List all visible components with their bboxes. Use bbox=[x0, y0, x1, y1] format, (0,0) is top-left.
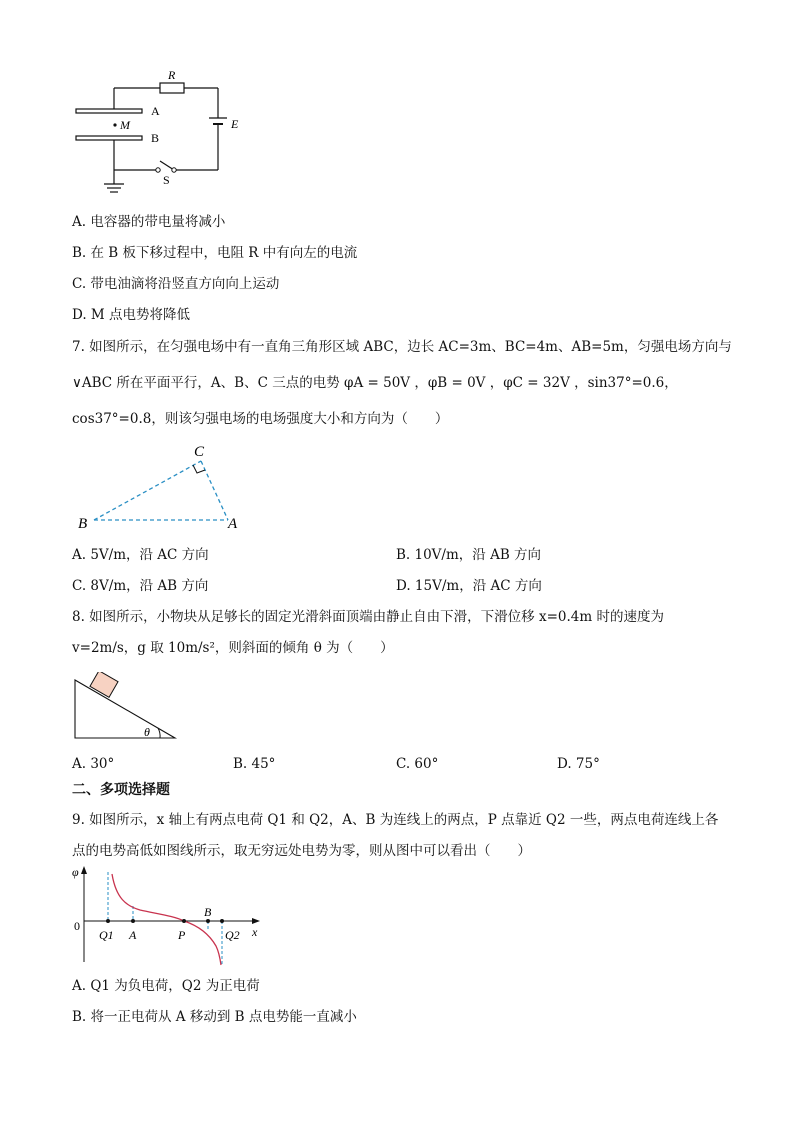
point-label-q1: Q1 bbox=[99, 928, 114, 942]
q8-stem-line-1: 8. 如图所示，小物块从足够长的固定光滑斜面顶端由静止自由下滑，下滑位移 x=0.4m 时的速度为 bbox=[72, 609, 664, 625]
incline-triangle bbox=[75, 680, 175, 738]
q9-option-a: A. Q1 为负电荷，Q2 为正电荷 bbox=[72, 978, 260, 994]
point-label-q2: Q2 bbox=[225, 928, 240, 942]
resistor-r bbox=[160, 83, 184, 93]
q8-option-d: D. 75° bbox=[557, 756, 600, 772]
label-plate-a: A bbox=[151, 104, 160, 118]
q7-option-a: A. 5V/m，沿 AC 方向 bbox=[72, 547, 209, 563]
triangle-abc-figure bbox=[72, 440, 252, 535]
axis-label-x: x bbox=[252, 925, 258, 939]
q6-option-c: C. 带电油滴将沿竖直方向向上运动 bbox=[72, 276, 280, 292]
point-label-b: B bbox=[204, 905, 212, 919]
q9-stem-line-1: 9. 如图所示，x 轴上有两点电荷 Q1 和 Q2，A、B 为连线上的两点，P 点靠近 Q2 一些，两点电荷连线上各 bbox=[72, 812, 719, 828]
q8-option-b: B. 45° bbox=[233, 756, 276, 772]
q7-option-c: C. 8V/m，沿 AB 方向 bbox=[72, 578, 209, 594]
q6-option-b: B. 在 B 板下移过程中，电阻 R 中有向左的电流 bbox=[72, 245, 358, 261]
q6-option-d: D. M 点电势将降低 bbox=[72, 307, 191, 323]
q7-stem-line-2: ∨ABC 所在平面平行，A、B、C 三点的电势 φA = 50V ，φB = 0V ，φC = 32V ，sin37°=0.6， bbox=[72, 375, 678, 391]
vertex-label-a: A bbox=[228, 516, 238, 532]
right-angle-mark bbox=[193, 465, 205, 473]
vertex-label-b: B bbox=[78, 516, 88, 532]
circuit-diagram bbox=[70, 66, 260, 201]
q8-stem-line-2: v=2m/s，g 取 10m/s²，则斜面的倾角 θ 为（ ） bbox=[72, 640, 394, 656]
point-m-dot bbox=[113, 123, 116, 126]
label-s: S bbox=[163, 173, 170, 187]
label-e: E bbox=[231, 117, 239, 131]
q8-option-c: C. 60° bbox=[396, 756, 439, 772]
q7-option-b: B. 10V/m，沿 AB 方向 bbox=[396, 547, 542, 563]
label-r: R bbox=[168, 68, 176, 82]
potential-curve bbox=[112, 874, 221, 965]
q8-option-a: A. 30° bbox=[72, 756, 115, 772]
point-label-p: P bbox=[178, 928, 186, 942]
q7-stem-line-1: 7. 如图所示，在匀强电场中有一直角三角形区域 ABC，边长 AC=3m、BC=4m、AB=5m，匀强电场方向与 bbox=[72, 339, 732, 355]
side-ca bbox=[201, 461, 228, 520]
q7-option-d: D. 15V/m，沿 AC 方向 bbox=[396, 578, 542, 594]
axis-label-phi: φ bbox=[72, 865, 79, 879]
vertex-label-c: C bbox=[194, 444, 205, 460]
q6-option-a: A. 电容器的带电量将减小 bbox=[72, 214, 226, 230]
capacitor-plate-a bbox=[76, 109, 142, 113]
axis-label-zero: 0 bbox=[74, 919, 80, 933]
sliding-block bbox=[90, 672, 118, 697]
capacitor-plate-b bbox=[76, 136, 142, 140]
label-m: M bbox=[120, 118, 130, 132]
q9-stem-line-2: 点的电势高低如图线所示，取无穷远处电势为零，则从图中可以看出（ ） bbox=[72, 843, 531, 859]
incline-figure bbox=[72, 672, 182, 742]
point-label-a: A bbox=[129, 928, 137, 942]
side-bc bbox=[94, 461, 201, 520]
q7-stem-line-3: cos37°=0.8，则该匀强电场的电场强度大小和方向为（ ） bbox=[72, 411, 449, 427]
section-title-multiple-choice: 二、多项选择题 bbox=[72, 782, 170, 798]
q9-option-b: B. 将一正电荷从 A 移动到 B 点电势能一直减小 bbox=[72, 1009, 357, 1025]
label-plate-b: B bbox=[151, 131, 160, 145]
angle-label-theta: θ bbox=[144, 725, 150, 739]
potential-graph bbox=[70, 862, 270, 972]
